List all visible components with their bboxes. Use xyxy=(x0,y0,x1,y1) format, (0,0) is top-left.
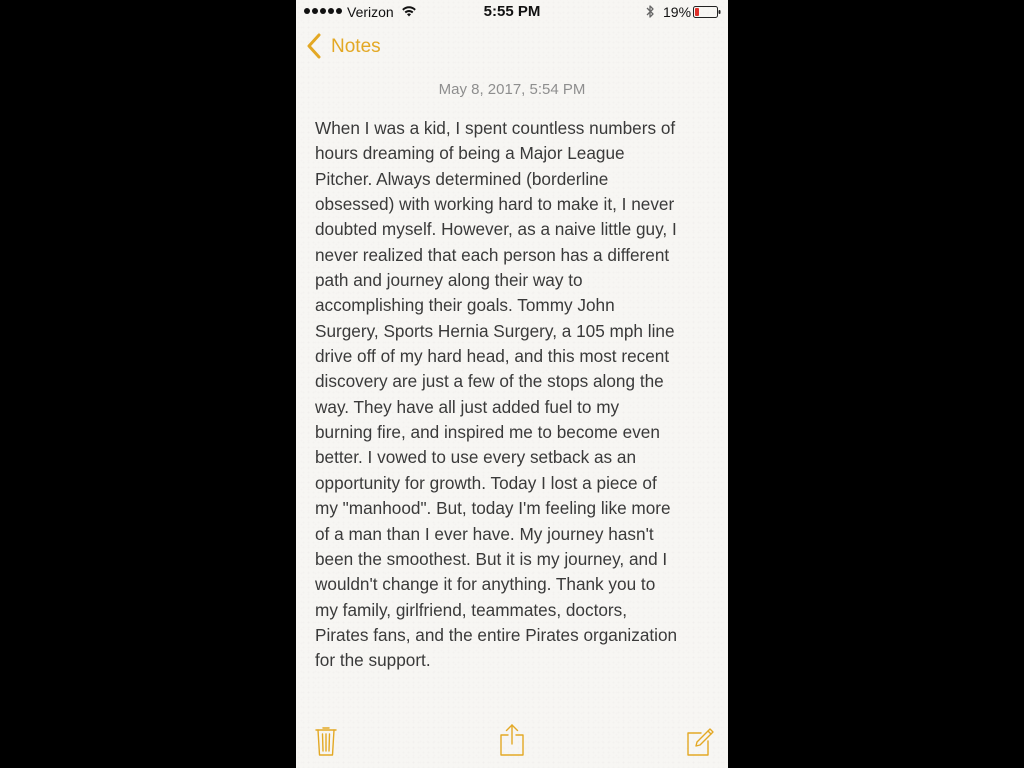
status-bar xyxy=(296,0,728,24)
status-time: 5:55 PM xyxy=(483,3,541,20)
notes-screen xyxy=(296,0,728,768)
note-text-line: Pirates fans, and the entire Pirates organization xyxy=(315,624,678,645)
note-text-line: opportunity for growth. Today I lost a piece of xyxy=(315,472,657,493)
note-text-line: my family, girlfriend, teammates, doctors, xyxy=(315,599,628,620)
note-text-line: never realized that each person has a different xyxy=(315,244,670,265)
trash-icon xyxy=(315,725,337,757)
back-button-label: Notes xyxy=(331,35,381,57)
note-text-line: wouldn't change it for anything. Thank you to xyxy=(315,574,656,595)
note-text-line: discovery are just a few of the stops along the xyxy=(315,371,664,392)
note-body-text[interactable] xyxy=(315,116,715,674)
note-text-line: When I was a kid, I spent countless numbers of xyxy=(315,118,676,138)
note-text-line: better. I vowed to use every setback as an xyxy=(315,447,637,468)
note-text-line: my "manhood". But, today I'm feeling like more xyxy=(315,498,671,519)
back-button[interactable] xyxy=(306,33,381,59)
note-text-line: obsessed) with working hard to make it, I never xyxy=(315,194,675,215)
note-text-line: Pitcher. Always determined (borderline xyxy=(315,168,609,189)
battery-percentage: 19% xyxy=(663,4,692,20)
battery-icon xyxy=(693,6,721,18)
note-text-line: accomplishing their goals. Tommy John xyxy=(315,295,615,316)
compose-button[interactable] xyxy=(686,727,714,757)
note-text-line: doubted myself. However, as a naive little guy, I xyxy=(315,219,677,240)
note-text-line: drive off of my hard head, and this most recent xyxy=(315,346,670,367)
compose-icon xyxy=(686,727,714,757)
share-button[interactable] xyxy=(499,723,525,757)
note-text-line: Surgery, Sports Hernia Surgery, a 105 mph line xyxy=(315,320,675,341)
note-timestamp: May 8, 2017, 5:54 PM xyxy=(438,81,586,98)
carrier-name: Verizon xyxy=(347,4,394,20)
note-text-line: way. They have all just added fuel to my xyxy=(315,396,620,417)
share-icon xyxy=(499,723,525,757)
note-text-line: of a man than I ever have. My journey hasn't xyxy=(315,523,654,544)
bluetooth-icon xyxy=(645,4,655,19)
note-text-line: path and journey along their way to xyxy=(315,270,583,291)
note-text-line: burning fire, and inspired me to become even xyxy=(315,422,660,443)
chevron-left-icon xyxy=(306,33,322,59)
note-text-line: hours dreaming of being a Major League xyxy=(315,143,625,164)
delete-button[interactable] xyxy=(315,725,337,757)
note-text-line: been the smoothest. But it is my journey, and I xyxy=(315,548,668,569)
note-text-line: for the support. xyxy=(315,650,431,671)
